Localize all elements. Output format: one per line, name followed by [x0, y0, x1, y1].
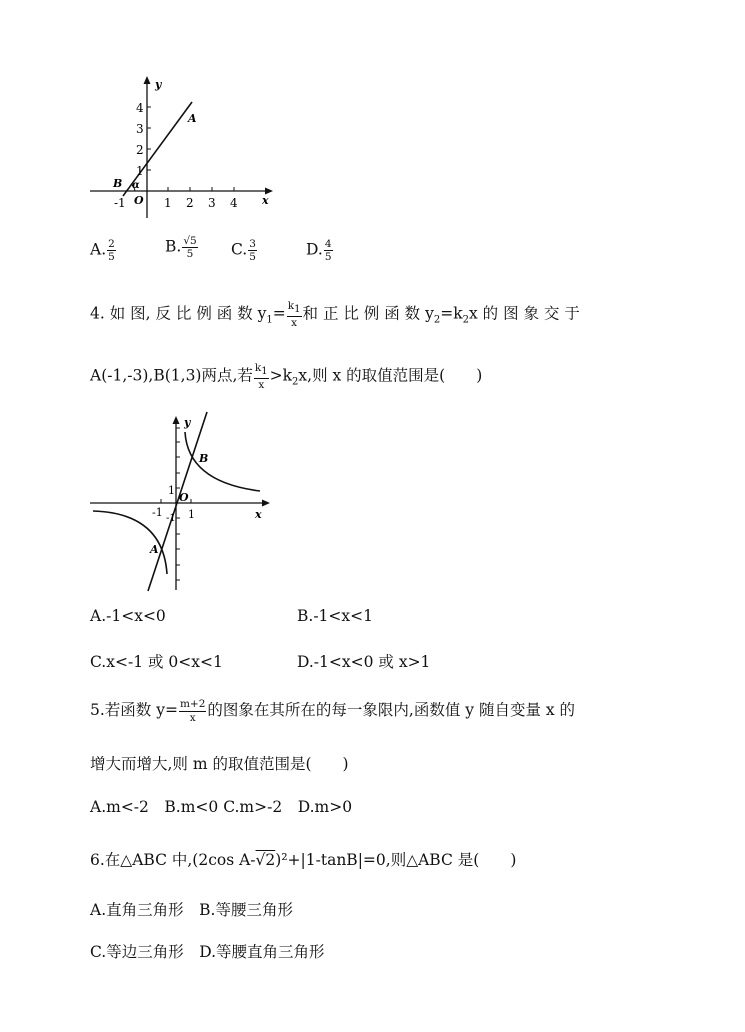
x-tick-4: 4: [230, 196, 238, 210]
y-axis-arrow: [173, 416, 180, 424]
fraction: $\frac{√5}{5}$: [183, 235, 197, 261]
fraction-k1-over-x: $\frac{k_1}{x}$: [287, 300, 301, 329]
x-axis-label: x: [255, 508, 262, 521]
x-axis-label: x: [262, 194, 269, 207]
line-y2: [148, 412, 207, 591]
x-tick-neg1: -1: [152, 506, 163, 519]
q4-option-a: A.-1<x<0: [90, 607, 166, 625]
y-axis-label: y: [155, 78, 162, 91]
graph-hyperbola-line: [88, 410, 273, 595]
x-tick-1: 1: [164, 196, 172, 210]
x-axis-arrow: [262, 500, 270, 507]
q4-option-c: C.x<-1 或 0<x<1: [90, 653, 223, 671]
y-tick-4: 4: [136, 101, 144, 115]
q3-option-a: A. $\frac{2}{5}$: [90, 238, 115, 264]
fraction: $\frac{4}{5}$: [324, 238, 332, 264]
y-tick-neg1: -1: [166, 513, 176, 524]
q3-option-d: D. $\frac{4}{5}$: [306, 238, 332, 264]
q3-option-b: B. $\frac{√5}{5}$: [165, 235, 197, 261]
y-axis-label: y: [184, 416, 191, 429]
y-axis-arrow: [144, 76, 151, 84]
point-a-label: A: [150, 543, 159, 556]
origin-label: O: [134, 194, 144, 207]
q6-options-cd: C.等边三角形 D.等腰直角三角形: [90, 943, 325, 961]
q4-option-b: B.-1<x<1: [297, 607, 373, 625]
y-tick-3: 3: [136, 122, 144, 136]
fraction: $\frac{2}{5}$: [108, 238, 115, 264]
x-tick-1: 1: [188, 508, 195, 521]
q5-line1: 5.若函数 y= $\frac{m+2}{x}$ 的图象在其所在的每一象限内,函数值 y 随自变量 x 的: [90, 698, 576, 724]
fraction: $\frac{3}{5}$: [249, 238, 256, 264]
angle-label: α: [132, 180, 140, 191]
q5-options: A.m<-2 B.m<0 C.m>-2 D.m>0: [90, 798, 353, 816]
graph-line-angle: [85, 70, 285, 220]
y-tick-1: 1: [136, 164, 144, 178]
x-tick-3: 3: [208, 196, 216, 210]
q4-option-d: D.-1<x<0 或 x>1: [297, 653, 431, 671]
q4-line1: 4. 如 图, 反 比 例 函 数 $y_1=$ $\frac{k_1}{x}$ 和 正 比 例 函 数 $y_2=k_2x$ 的 图 象 交 于: [90, 300, 580, 329]
y-tick-2: 2: [136, 143, 144, 157]
q6-question: 6.在△ABC 中,(2cos A-√2)²+|1-tanB|=0,则△ABC 是( ): [90, 851, 517, 869]
q6-options-ab: A.直角三角形 B.等腰三角形: [90, 901, 293, 919]
fraction-k1-over-x: $\frac{k_1}{x}$: [254, 362, 268, 391]
fraction-m2-over-x: $\frac{m+2}{x}$: [179, 698, 206, 724]
sqrt-2: √2: [255, 851, 276, 869]
q3-option-c: C. $\frac{3}{5}$: [231, 238, 256, 264]
y-tick-1: 1: [168, 484, 175, 497]
x-tick-neg1: -1: [114, 196, 126, 210]
point-b-label: B: [113, 177, 123, 190]
q4-line2: A(-1,-3),B(1,3)两点,若 $\frac{k_1}{x}$ $>k_2x$,则 x 的取值范围是( ): [90, 362, 483, 391]
origin-label: O: [179, 491, 189, 504]
x-tick-2: 2: [186, 196, 194, 210]
point-b-label: B: [199, 452, 209, 465]
q5-line2: 增大而增大,则 m 的取值范围是( ): [90, 755, 349, 773]
hyperbola-branch-right: [185, 432, 260, 491]
point-a-label: A: [188, 112, 197, 125]
